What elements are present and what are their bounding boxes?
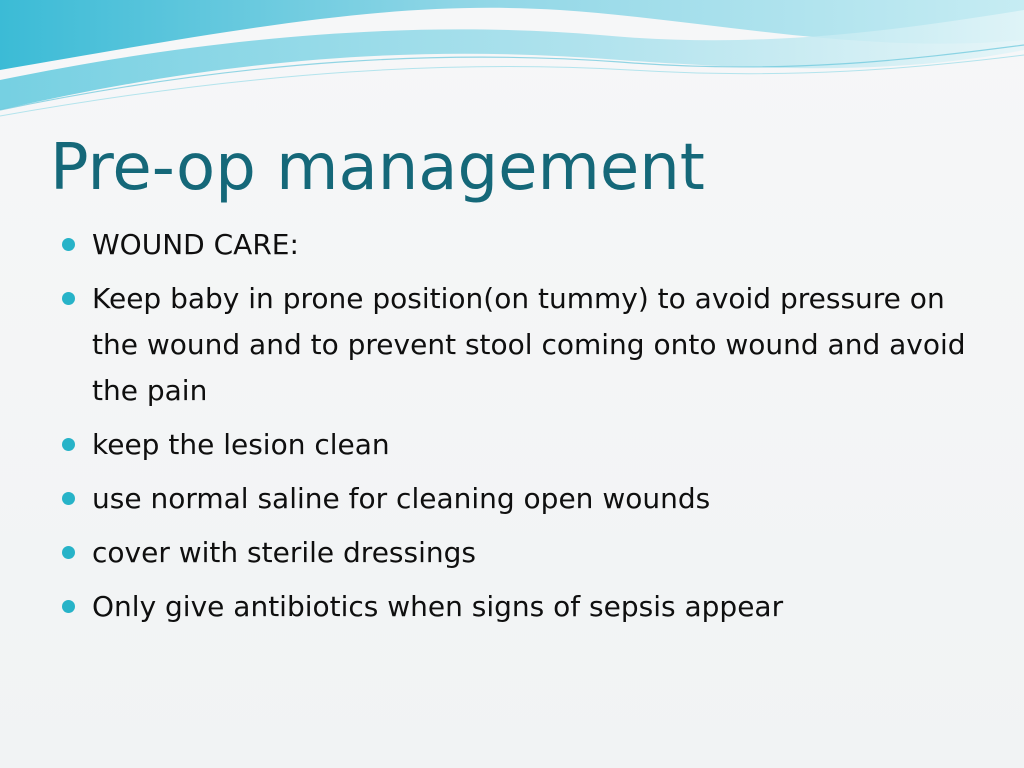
list-item — [62, 584, 982, 630]
bullet-dot-icon — [62, 600, 75, 613]
slide-title: Pre-op management — [50, 131, 705, 205]
bullet-text: cover with sterile dressings — [92, 536, 476, 569]
bullet-text: Keep baby in prone position(on tummy) to avoid pressure on the wound and to prevent stool coming onto wound and avoid the pain — [92, 282, 966, 407]
bullet-dot-icon — [62, 292, 75, 305]
bullet-dot-icon — [62, 438, 75, 451]
bullet-dot-icon — [62, 492, 75, 505]
bullet-dot-icon — [62, 546, 75, 559]
list-item — [62, 530, 982, 576]
bullet-dot-icon — [62, 238, 75, 251]
bullet-text: use normal saline for cleaning open wounds — [92, 482, 711, 515]
decorative-wave-header — [0, 0, 1024, 130]
list-item — [62, 222, 982, 268]
list-item — [62, 276, 982, 414]
bullet-text: Only give antibiotics when signs of sepsis appear — [92, 590, 784, 623]
bullet-text: WOUND CARE: — [92, 228, 299, 261]
bullet-list — [62, 222, 982, 638]
list-item — [62, 476, 982, 522]
bullet-text: keep the lesion clean — [92, 428, 390, 461]
list-item — [62, 422, 982, 468]
